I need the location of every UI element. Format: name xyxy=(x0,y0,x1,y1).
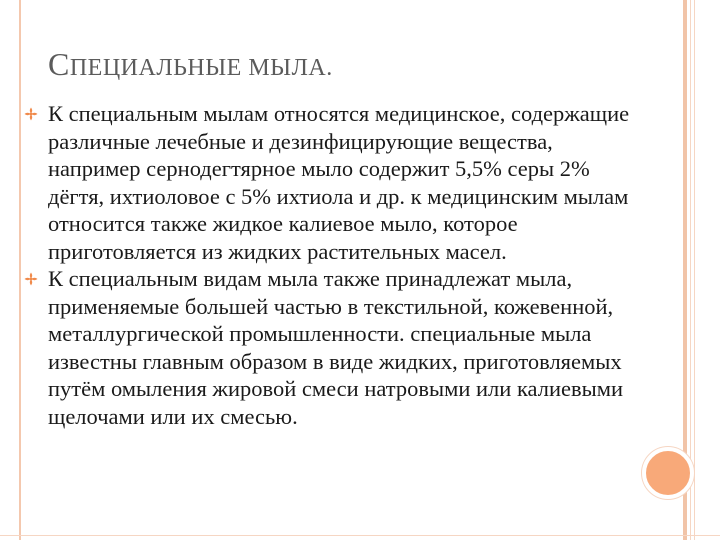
bottom-decorative-line xyxy=(0,535,720,536)
orange-circle-icon xyxy=(642,447,694,499)
slide-title-first-letter: С xyxy=(48,46,70,82)
bullet-item xyxy=(20,265,640,430)
right-decorative-thin-line-2 xyxy=(694,0,695,540)
bullet-text: К специальным видам мыла также принадлежат мыла, применяемые большей частью в текстильной, кожевенной, металлургической промышленности. специальные мыла известны главным образом в виде жидких, приготовляемых путём омыления жировой смеси натровыми или калиевыми щелочами или их смесью. xyxy=(48,266,624,429)
bullet-item xyxy=(20,100,640,265)
flower-bullet-icon xyxy=(24,107,38,121)
bullet-text: К специальным мылам относятся медицинское, содержащие различные лечебные и дезинфицирующие вещества, например сернодегтярное мыло содержит 5,5% серы 2% дёгтя, ихтиоловое с 5% ихтиола и др. к медицинским мылам относится также жидкое калиевое мыло, которое приготовляется из жидких растительных масел. xyxy=(48,101,630,264)
flower-bullet-icon xyxy=(24,272,38,286)
slide-title xyxy=(48,46,333,83)
slide-content xyxy=(20,100,640,430)
slide-title-rest: ПЕЦИАЛЬНЫЕ МЫЛА. xyxy=(69,55,333,81)
